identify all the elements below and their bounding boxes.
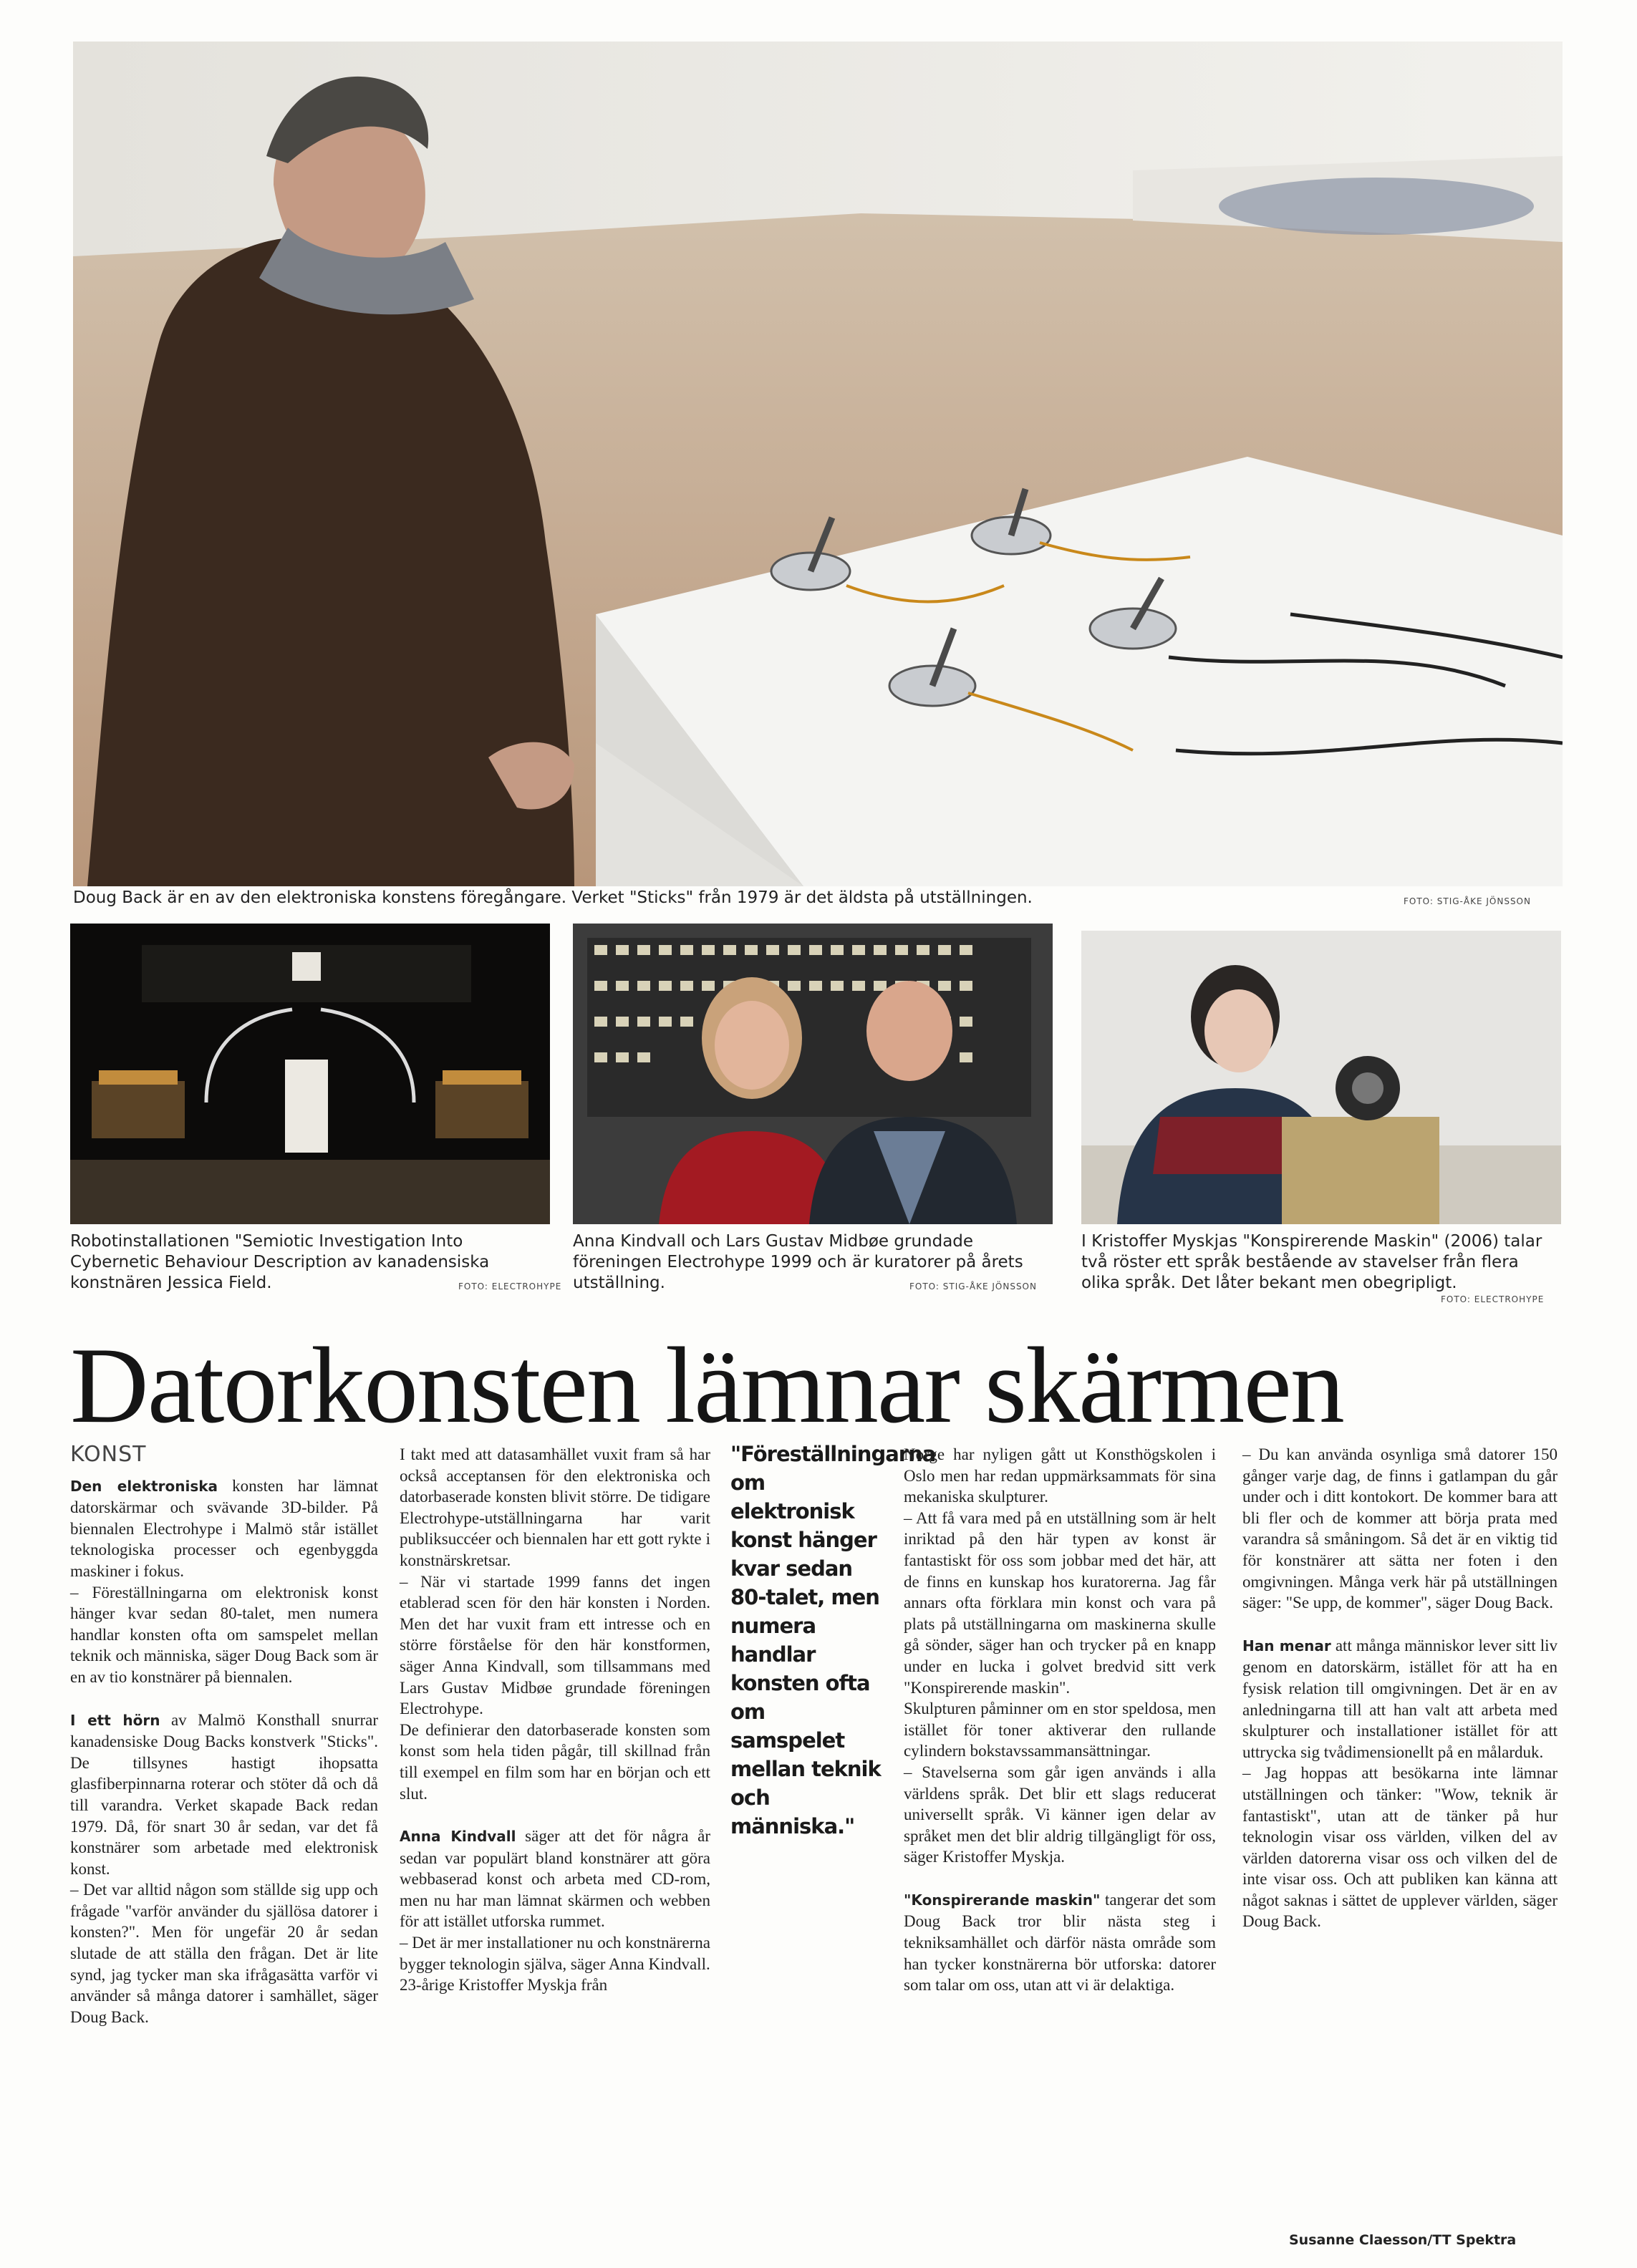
- robot-installation-photo: [70, 924, 550, 1224]
- article-column-2: [400, 1444, 710, 1996]
- myskja-photo: [1081, 931, 1561, 1224]
- myskja-credit: FOTO: ELECTROHYPE: [1441, 1294, 1545, 1304]
- paragraph: [70, 1710, 378, 1880]
- paragraph: – När vi startade 1999 fanns det ingen etablerad scen för den här konsten i Norden. Men det har vuxit fram ett intresse och en större förståelse för den här konstformen, säger Anna Kindvall, som tillsammans med Lars Gustav Midbøe grundade föreningen Electrohype.: [400, 1572, 710, 1718]
- article-column-3: [904, 1444, 1216, 1996]
- kuratorer-caption: Anna Kindvall och Lars Gustav Midbøe grundade föreningen Electrohype 1999 och är kuratorer på årets utställning.: [573, 1232, 1023, 1292]
- paragraph: [70, 1475, 378, 1582]
- paragraph-lead: "Konspirerande maskin": [904, 1891, 1101, 1909]
- byline: Susanne Claesson/TT Spektra: [1289, 2232, 1517, 2248]
- main-photo-credit: FOTO: STIG-ÅKE JÖNSSON: [1404, 896, 1531, 906]
- paragraph: De definierar den datorbaserade konsten som konst som hela tiden pågår, till skillnad från till exempel en film som har en början och ett slut.: [400, 1720, 710, 1803]
- robot-installation-caption: Robotinstallationen "Semiotic Investigation Into Cybernetic Behaviour Description av kanadensiska konstnären Jessica Field.: [70, 1232, 490, 1292]
- headline: Datorkonsten lämnar skärmen: [70, 1325, 1343, 1445]
- paragraph-lead: Han menar: [1242, 1637, 1331, 1654]
- paragraph: – Jag hoppas att besökarna inte lämnar utställningen och tänker: "Wow, teknik är fantastiskt", utan att de tänker på hur teknologin visar oss världen, vilken del av världen datorerna visar oss och vilken del de inte visar oss. Och att publiken kan känna att något saknas i sättet de upplever världen, säger Doug Back.: [1242, 1764, 1558, 1931]
- myskja-caption: I Kristoffer Myskjas "Konspirerende Maskin" (2006) talar två röster ett språk bestående av stavelser från flera olika språk. Det låter bekant men obegripligt.: [1081, 1232, 1542, 1292]
- kuratorer-credit: FOTO: STIG-ÅKE JÖNSSON: [909, 1281, 1037, 1292]
- paragraph: – Föreställningarna om elektronisk konst hänger kvar sedan 80-talet, men numera handlar konsten ofta om samspelet mellan teknik och människa, säger Doug Back som är en av tio konstnärer på biennalen.: [70, 1583, 378, 1686]
- paragraph: – Du kan använda osynliga små datorer 150 gånger varje dag, de finns i gatlampan du går under och i ditt kontokort. De kommer bara att bli fler och de kommer att börja prata med varandra så småningom. Så det är en viktig tid för konstnärer att sätta ner foten i den omgivningen. Många verk här på utställningen säger: "Se upp, de kommer", säger Doug Back.: [1242, 1445, 1558, 1612]
- paragraph: – Stavelserna som går igen används i alla världens språk. Det blir ett slags reducerat universellt språk. Vi känner igen delar av språket men det blir aldrig tillgängligt för oss, säger Kristoffer Myskja.: [904, 1763, 1216, 1866]
- paragraph-text: tangerar det som Doug Back tror blir nästa steg i tekniksamhället och därför nästa område som han tycker konstnärerna bör utforska: datorer som talar om oss, utan att vi är delaktiga.: [904, 1890, 1216, 1995]
- paragraph: Norge har nyligen gått ut Konsthögskolen i Oslo men har redan uppmärksammats för sina mekaniska skulpturer.: [904, 1445, 1216, 1506]
- paragraph-text: att många människor lever sitt liv genom en datorskärm, istället för att ha en fysisk relation till omgivningen. Det är en av anledningarna till att han valt att arbeta med skulpturer och installationer istället för att uttrycka sig tvådimensionellt på en målarduk.: [1242, 1636, 1558, 1761]
- kuratorer-photo: [573, 924, 1053, 1224]
- main-photo-caption: Doug Back är en av den elektroniska konstens föregångare. Verket "Sticks" från 1979 är det äldsta på utställningen.: [73, 888, 1033, 907]
- paragraph-lead: I ett hörn: [70, 1711, 160, 1729]
- paragraph: 23-årige Kristoffer Myskja från: [400, 1976, 608, 1995]
- pull-quote: "Föreställningarna om elektronisk konst hänger kvar sedan 80-talet, men numera handlar konsten ofta om samspelet mellan teknik och människa.": [730, 1442, 936, 1838]
- section-label: KONST: [70, 1442, 147, 1467]
- paragraph: [904, 1889, 1216, 1996]
- paragraph: I takt med att datasamhället vuxit fram så har också acceptansen för den elektroniska och datorbaserade konsten blivit större. De tidigare Electrohype-utställningarna har varit publiksuccéer och biennalen har ett gott rykte i konstnärskretsar.: [400, 1445, 710, 1569]
- paragraph-lead: Den elektroniska: [70, 1477, 218, 1495]
- article-column-4: [1242, 1444, 1558, 1932]
- paragraph-lead: Anna Kindvall: [400, 1828, 516, 1846]
- paragraph: [1242, 1635, 1558, 1763]
- robot-installation-credit: FOTO: ELECTROHYPE: [458, 1281, 562, 1292]
- paragraph-text: av Malmö Konsthall snurrar kanadensiske Doug Backs konstverk "Sticks". De tillsynes hastigt ihopsatta glasfiberpinnarna roterar och stöter då och då till varandra. Verket skapade Back redan 1979. Då, för snart 30 år sedan, var det få konstnärer som arbetade med elektronisk konst.: [70, 1710, 378, 1878]
- article-column-1: [70, 1444, 378, 2027]
- paragraph: – Det är mer installationer nu och konstnärerna bygger teknologin själva, säger Anna Kindvall.: [400, 1934, 710, 1973]
- paragraph-text: konsten har lämnat datorskärmar och svävande 3D-bilder. På biennalen Electrohype i Malmö står istället teknologiska processer och egenbyggda maskiner i fokus.: [70, 1476, 378, 1580]
- main-photo: [73, 42, 1563, 886]
- paragraph: [400, 1826, 710, 1932]
- paragraph: Skulpturen påminner om en stor speldosa, men istället för toner aktiverar den rullande cylindern bokstavssammansättningar.: [904, 1700, 1216, 1760]
- paragraph: – Att få vara med på en utställning som är helt inriktad på den här typen av konst är fantastiskt för oss som jobbar med det här, att de finns en kunskap hos kuratorerna. Jag får annars ofta förklara min konst och vara på plats på utställningarna om maskinerna skulle gå sönder, säger han och trycker på en knapp under en lucka i golvet bredvid sitt verk "Konspirerende maskin".: [904, 1508, 1216, 1697]
- paragraph: – Det var alltid någon som ställde sig upp och frågade "varför använder du själlösa datorer i konsten?". Men för ungefär 20 år sedan slutade de att ställa den frågan. Det är lite synd, jag tycker man ska ifrågasätta varför vi använder så många datorer i samhället, säger Doug Back.: [70, 1881, 378, 2026]
- paragraph-text: säger att det för några år sedan var populärt bland konstnärer att göra webbaserad konst och arbeta med CD-rom, men nu har man lämnat skärmen och webben för att istället utforska rummet.: [400, 1827, 710, 1931]
